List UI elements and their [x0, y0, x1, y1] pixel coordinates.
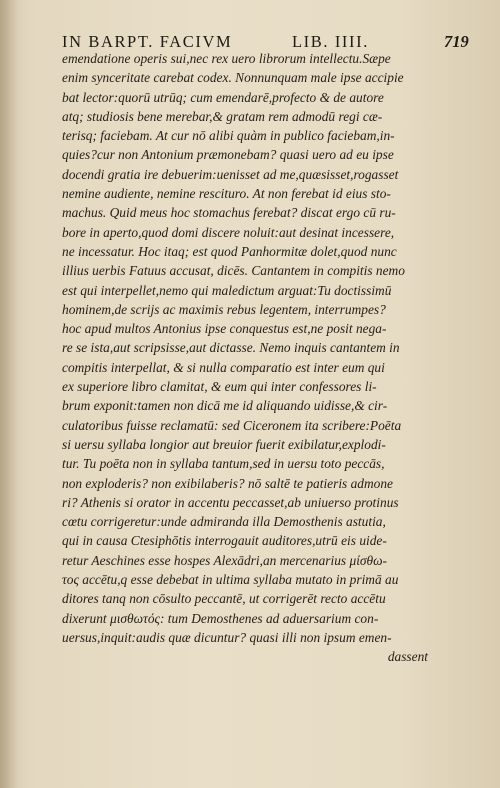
body-text: [62, 49, 434, 667]
text-line: machus. Quid meus hoc stomachus ferebat? discat ergo cū ru-: [62, 205, 396, 221]
text-line: si uersu syllaba longior aut breuior fuerit exibilatur,explodi-: [62, 436, 386, 452]
text-line: bat lector:quorū utrūq; cum emendarē,profecto & de autore: [62, 89, 384, 105]
text-line: atq; studiosis bene merebar,& gratam rem admodū regi cæ-: [62, 108, 383, 124]
text-line: compitis interpellat, & si nulla comparatio est inter eum qui: [62, 359, 385, 375]
text-line: uersus,inquit:audis quæ dicuntur? quasi illi non ipsum emen-: [62, 629, 392, 645]
text-line: enim synceritate carebat codex. Nonnunquam male ipse accipie: [62, 70, 404, 86]
text-line: non exploderis? non exibilaberis? nō saltē te patieris admone: [62, 475, 393, 491]
text-line: hominem,de scrijs ac maximis rebus legentem, interrumpes?: [62, 301, 386, 317]
text-line: ditores tanq non cōsulto peccantē, ut corrigerēt recto accētu: [62, 591, 386, 607]
text-line: τος accētu,q esse debebat in ultima syllaba mutato in primā au: [62, 572, 399, 588]
text-line: est qui interpellet,nemo qui maledictum arguat:Tu doctissimū: [62, 282, 392, 298]
text-line: brum exponit:tamen non dicā me id aliquando uidisse,& cir-: [62, 398, 388, 414]
text-line: quies?cur non Antonium præmonebam? quasi uero ad eu ipse: [62, 147, 394, 163]
text-line: nemine audiente, nemine rescituro. At non ferebat id eius sto-: [62, 186, 391, 202]
text-line: bore in aperto,quod domi discere noluit:aut desinat incessere,: [62, 224, 395, 240]
text-line: culatoribus fuisse reclamatū: sed Ciceronem ita scribere:Poēta: [62, 417, 402, 433]
text-line: tur. Tu poēta non in syllaba tantum,sed in uersu toto peccās,: [62, 456, 385, 472]
text-line: terisq; faciebam. At cur nō alibi quàm in publico faciebam,in-: [62, 128, 395, 144]
text-line: emendatione operis sui,nec rex uero librorum intellectu.Sæpe: [62, 51, 391, 66]
text-line: cœtu corrigeretur:unde admiranda illa Demosthenis astutia,: [62, 514, 386, 530]
text-line: docendi gratia ire debuerim:uenisset ad me,quæsisset,rogasset: [62, 166, 399, 182]
text-line: ex superiore libro clamitat, & eum qui inter confessores li-: [62, 379, 377, 395]
text-line: ri? Athenis si orator in accentu peccasset,ab uniuerso protinus: [62, 494, 399, 510]
text-line: re se ista,aut scripsisse,aut dictasse. Nemo inquis cantantem in: [62, 340, 400, 356]
running-title: IN BARPT. FACIVM: [62, 32, 233, 51]
text-line-last: dassent: [387, 649, 428, 665]
text-line: retur Aeschines esse hospes Alexādri,an mercenarius μίσθω-: [62, 552, 388, 568]
gutter-shadow: [0, 0, 18, 788]
text-line: dixerunt μισθωτός: tum Demosthenes ad aduersarium con-: [62, 610, 379, 626]
book-number: LIB. IIII.: [292, 32, 369, 51]
text-line: illius uerbis Fatuus accusat, dicēs. Cantantem in compitis nemo: [62, 263, 405, 279]
text-line: ne incessatur. Hoc itaq; est quod Panhormitæ dolet,quod nunc: [62, 243, 397, 259]
text-line: qui in causa Ctesiphōtis interrogauit auditores,utrū eis uide-: [62, 533, 387, 549]
text-line: hoc apud multos Antonius ipse conquestus est,ne posit nega-: [62, 321, 387, 337]
page-number: 719: [444, 32, 469, 51]
